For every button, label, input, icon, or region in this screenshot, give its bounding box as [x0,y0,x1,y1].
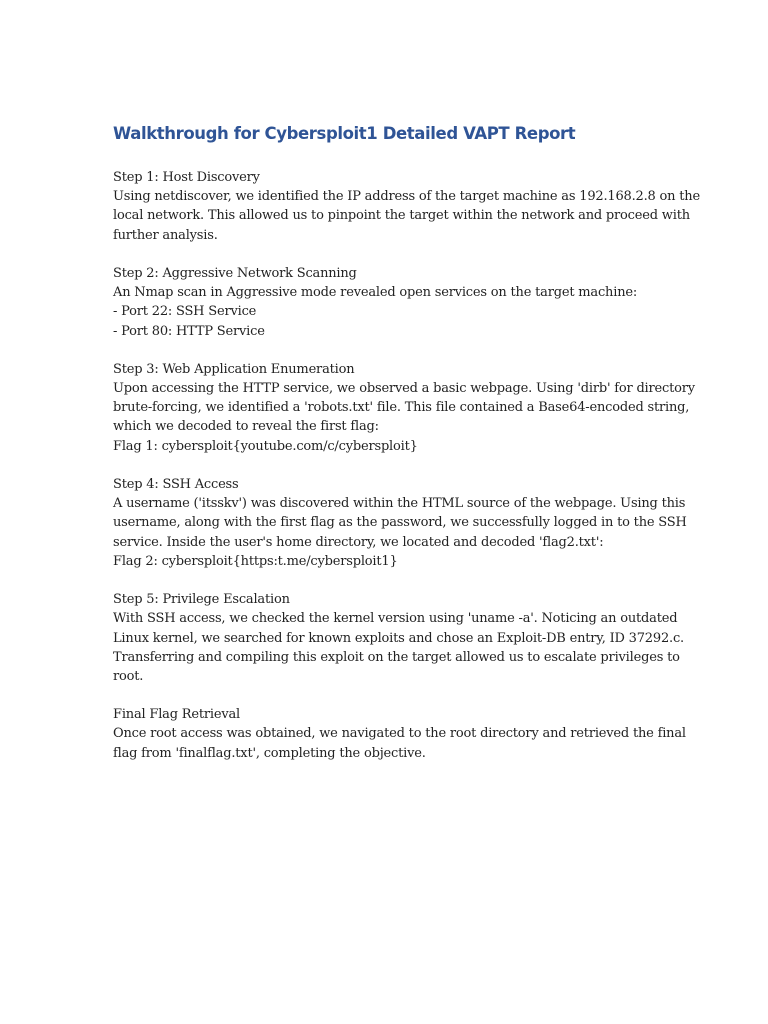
section-text-line: which we decoded to reveal the first flag: [113,419,379,435]
section-text-line: A username ('itsskv') was discovered within the HTML source of the webpage. Using this [113,496,686,512]
section-text-line: Once root access was obtained, we navigated to the root directory and retrieved the final [113,726,686,742]
section-text-line: Using netdiscover, we identified the IP address of the target machine as 192.168.2.8 on the [113,189,700,205]
section-spacer [113,245,673,264]
report-section [113,168,700,245]
section-spacer [113,571,673,590]
section-text-line: Transferring and compiling this exploit on the target allowed us to escalate privileges to [113,649,680,665]
section-text-line: service. Inside the user's home directory, we located and decoded 'flag2.txt': [113,534,604,550]
section-text-line: Flag 2: cybersploit{https:t.me/cybersploit1} [113,553,398,569]
document-body [113,168,700,763]
section-text-line: Flag 1: cybersploit{youtube.com/c/cybersploit} [113,438,418,454]
section-heading: Step 3: Web Application Enumeration [113,361,355,377]
report-section [113,360,695,456]
section-heading: Final Flag Retrieval [113,707,240,723]
report-section [113,475,687,571]
section-text-line: With SSH access, we checked the kernel version using 'uname -a'. Noticing an outdated [113,611,678,627]
section-spacer [113,456,673,475]
section-text-line: Linux kernel, we searched for known exploits and chose an Exploit-DB entry, ID 37292.c. [113,630,684,646]
section-text-line: further analysis. [113,227,218,243]
section-heading: Step 4: SSH Access [113,477,239,492]
section-heading: Step 2: Aggressive Network Scanning [113,265,357,281]
section-heading: Step 1: Host Discovery [113,170,260,185]
section-text-line: username, along with the first flag as the password, we successfully logged in to the SSH [113,515,687,531]
report-section [113,264,673,341]
section-spacer [113,686,673,705]
section-text-line: Upon accessing the HTTP service, we observed a basic webpage. Using 'dirb' for directory [113,381,695,397]
report-section [113,705,686,763]
section-text-line: - Port 80: HTTP Service [113,323,265,339]
report-section [113,590,684,686]
section-heading: Step 5: Privilege Escalation [113,592,290,608]
section-text-line: brute-forcing, we identified a 'robots.txt' file. This file contained a Base64-encoded string, [113,400,690,416]
section-text-line: local network. This allowed us to pinpoint the target within the network and proceed with [113,208,690,224]
document-title: Walkthrough for Cybersploit1 Detailed VAPT Report [113,124,576,143]
section-text-line: - Port 22: SSH Service [113,304,257,320]
section-text-line: flag from 'finalflag.txt', completing the objective. [113,745,426,761]
section-text-line: An Nmap scan in Aggressive mode revealed open services on the target machine: [113,285,638,301]
section-text-line: root. [113,668,144,684]
section-spacer [113,341,673,360]
